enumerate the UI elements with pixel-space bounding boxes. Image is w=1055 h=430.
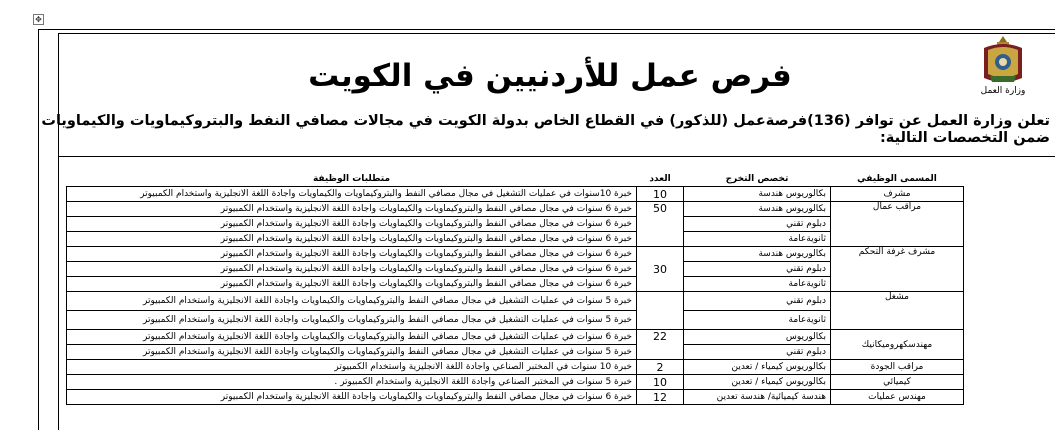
requirements-cell: خبرة 6 سنوات في عمليات التشغيل في مجال مصافي النفط والبتروكيماويات والكيماويات واجادة اللغة الانجليزية واستخدام الكمبيوتر xyxy=(67,330,637,345)
table-row xyxy=(67,202,964,217)
table-row xyxy=(67,330,964,345)
table-row xyxy=(67,390,964,405)
table-row xyxy=(67,345,964,360)
requirements-cell: خبرة 6 سنوات في مجال مصافي النفط والبتروكيماويات والكيماويات واجادة اللغة الانجليزية واستخدام الكمبيوتر xyxy=(67,247,637,262)
table-row xyxy=(67,292,964,311)
count-cell xyxy=(637,292,684,330)
table-move-handle[interactable]: ✥ xyxy=(33,14,44,25)
specialization-cell: دبلوم تقني xyxy=(684,262,831,277)
requirements-cell: خبرة 6 سنوات في مجال مصافي النفط والبتروكيماويات والكيماويات واجادة اللغة الانجليزية واستخدام الكمبيوتر xyxy=(67,217,637,232)
job-title-cell: كيميائي xyxy=(831,375,964,390)
table-row xyxy=(67,262,964,277)
specialization-cell: بكالوريوس xyxy=(684,330,831,345)
requirements-cell: خبرة 5 سنوات في المختبر الصناعي واجادة اللغة الانجليزية واستخدام الكمبيوتر . xyxy=(67,375,637,390)
specialization-cell: ثانويةعامة xyxy=(684,232,831,247)
specialization-cell: دبلوم تقني xyxy=(684,292,831,311)
specialization-cell: بكالوريوس هندسة xyxy=(684,202,831,217)
requirements-cell: خبرة 6 سنوات في مجال مصافي النفط والبتروكيماويات والكيماويات واجادة اللغة الانجليزية واستخدام الكمبيوتر xyxy=(67,390,637,405)
specialization-cell: بكالوريوس كيمياء / تعدين xyxy=(684,375,831,390)
specialization-cell: دبلوم تقني xyxy=(684,345,831,360)
ministry-caption: وزارة العمل xyxy=(980,86,1026,96)
header-count: العدد xyxy=(649,174,671,184)
job-title-cell: مراقب الجودة xyxy=(831,360,964,375)
count-cell: 10 xyxy=(637,375,684,390)
requirements-cell: خبرة 6 سنوات في مجال مصافي النفط والبتروكيماويات والكيماويات واجادة اللغة الانجليزية واستخدام الكمبيوتر xyxy=(67,202,637,217)
header-specialization: تخصص التخرج xyxy=(725,174,789,184)
table-row xyxy=(67,375,964,390)
header-job-title: المسمى الوظيفي xyxy=(857,174,937,184)
requirements-cell: خبرة 6 سنوات في مجال مصافي النفط والبتروكيماويات والكيماويات واجادة اللغة الانجليزية واستخدام الكمبيوتر xyxy=(67,277,637,292)
requirements-cell: خبرة 5 سنوات في عمليات التشغيل في مجال مصافي النفط والبتروكيماويات والكيماويات واجادة اللغة الانجليزية واستخدام الكمبيوتر xyxy=(67,292,637,311)
job-title-cell: مشرف xyxy=(831,187,964,202)
coat-of-arms-logo xyxy=(978,34,1028,86)
jobs-table xyxy=(66,172,964,405)
count-cell: 2 xyxy=(637,360,684,375)
table-row xyxy=(67,247,964,262)
announcement-text xyxy=(41,113,1050,147)
announcement-line-2: ضمن التخصصات التالية: xyxy=(880,130,1050,146)
requirements-cell: خبرة 5 سنوات في عمليات التشغيل في مجال مصافي النفط والبتروكيماويات والكيماويات واجادة اللغة الانجليزية واستخدام الكمبيوتر xyxy=(67,311,637,330)
divider-line xyxy=(58,156,1055,157)
requirements-cell: خبرة 6 سنوات في مجال مصافي النفط والبتروكيماويات والكيماويات واجادة اللغة الانجليزية واستخدام الكمبيوتر xyxy=(67,262,637,277)
table-row xyxy=(67,360,964,375)
table-row xyxy=(67,217,964,232)
job-title-cell: مراقب عمال xyxy=(831,202,964,247)
job-title-cell: مشرف غرفة التحكم xyxy=(831,247,964,292)
table-row xyxy=(67,277,964,292)
table-row xyxy=(67,311,964,330)
page-title: فرص عمل للأردنيين في الكويت xyxy=(308,58,792,94)
requirements-cell: خبرة 6 سنوات في مجال مصافي النفط والبتروكيماويات والكيماويات واجادة اللغة الانجليزية واستخدام الكمبيوتر xyxy=(67,232,637,247)
count-cell: 30 xyxy=(637,247,684,292)
specialization-cell: بكالوريوس هندسة xyxy=(684,247,831,262)
requirements-cell: خبرة 5 سنوات في عمليات التشغيل في مجال مصافي النفط والبتروكيماويات والكيماويات واجادة اللغة الانجليزية واستخدام الكمبيوتر xyxy=(67,345,637,360)
specialization-cell: دبلوم تقني xyxy=(684,217,831,232)
header-requirements: متطلبات الوظيفة xyxy=(312,174,391,184)
announcement-line-1: تعلن وزارة العمل عن توافر (136)فرصةعمل (للذكور) في القطاع الخاص بدولة الكويت في مجالات مصافي النفط والبتروكيماويات والكيماويات xyxy=(41,113,1050,129)
count-cell: 10 xyxy=(637,187,684,202)
specialization-cell: ثانويةعامة xyxy=(684,277,831,292)
table-row xyxy=(67,232,964,247)
table-row xyxy=(67,187,964,202)
count-cell: 50 xyxy=(637,202,684,247)
count-cell: 12 xyxy=(637,390,684,405)
job-title-cell: مهندس عمليات xyxy=(831,390,964,405)
table-header-row xyxy=(67,172,964,187)
requirements-cell: خبرة 10سنوات في عمليات التشغيل في مجال مصافي النفط والبتروكيماويات والكيماويات واجادة اللغة الانجليزية واستخدام الكمبيوتر xyxy=(67,187,637,202)
specialization-cell: هندسة كيميائية/ هندسة تعدين xyxy=(684,390,831,405)
job-title-cell: مشغل xyxy=(831,292,964,330)
specialization-cell: بكالوريوس هندسة xyxy=(684,187,831,202)
job-title-cell: مهندسكهروميكانيك xyxy=(831,330,964,360)
specialization-cell: بكالوريوس كيمياء / تعدين xyxy=(684,360,831,375)
requirements-cell: خبرة 10 سنوات في المختبر الصناعي واجادة اللغة الانجليزية واستخدام الكمبيوتر xyxy=(67,360,637,375)
specialization-cell: ثانويةعامة xyxy=(684,311,831,330)
count-cell: 22 xyxy=(637,330,684,360)
